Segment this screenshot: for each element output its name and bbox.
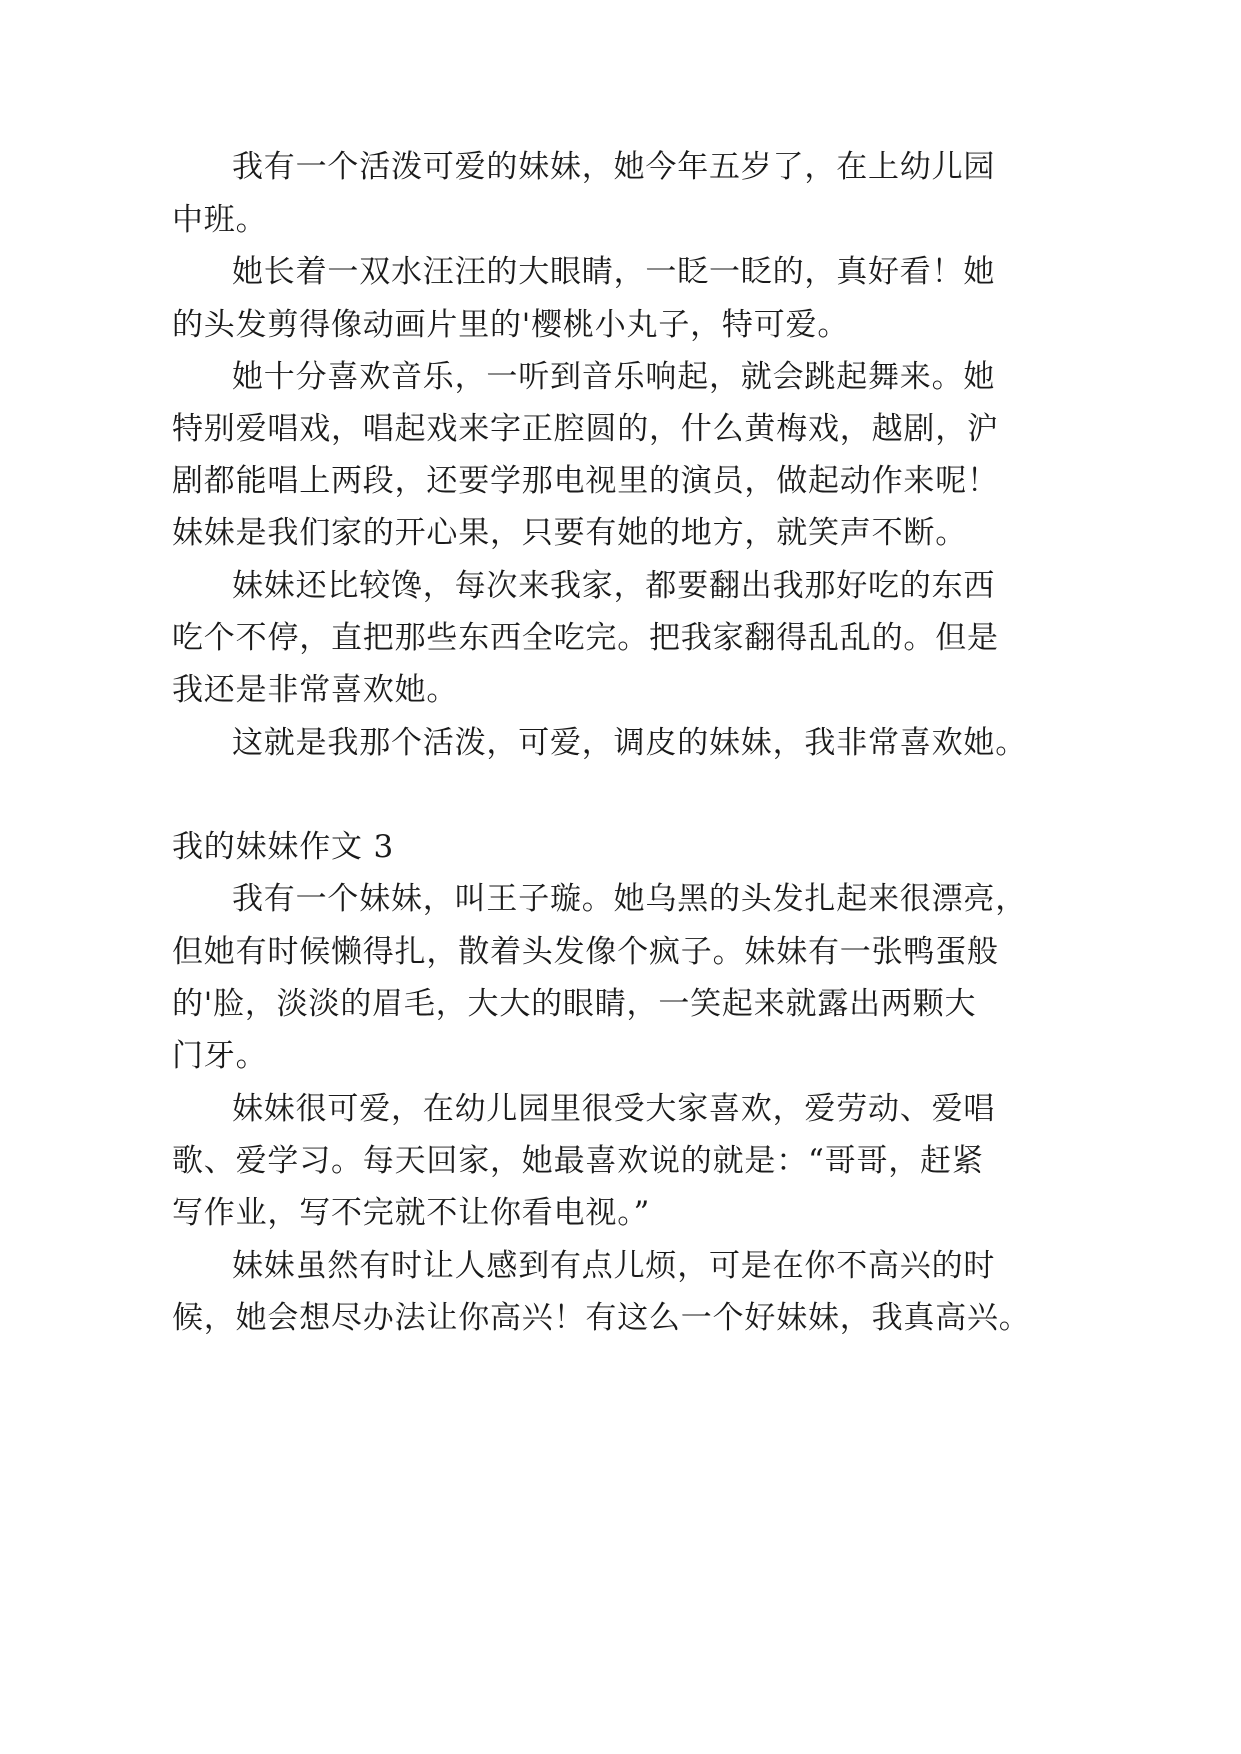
text-line: 妹妹是我们家的开心果，只要有她的地方，就笑声不断。 [172, 515, 967, 551]
text-line: 这就是我那个活泼，可爱，调皮的妹妹，我非常喜欢她。 [232, 725, 1027, 761]
text-line: 我有一个妹妹，叫王子璇。她乌黑的头发扎起来很漂亮， [232, 881, 1027, 917]
text-line: 中班。 [172, 202, 268, 238]
text-line: 特别爱唱戏，唱起戏来字正腔圆的，什么黄梅戏，越剧，沪 [172, 411, 999, 447]
text-line: 她长着一双水汪汪的大眼睛，一眨一眨的，真好看！她 [232, 254, 996, 290]
text-line: 的头发剪得像动画片里的'樱桃小丸子，特可爱。 [172, 307, 850, 343]
text-line: 我还是非常喜欢她。 [172, 672, 459, 708]
text-line: 妹妹还比较馋，每次来我家，都要翻出我那好吃的东西 [232, 568, 996, 604]
text-line: 妹妹很可爱，在幼儿园里很受大家喜欢，爱劳动、爱唱 [232, 1091, 996, 1127]
text-line: 她十分喜欢音乐，一听到音乐响起，就会跳起舞来。她 [232, 359, 996, 395]
text-line: 我有一个活泼可爱的妹妹，她今年五岁了，在上幼儿园 [232, 149, 996, 185]
text-line: 门牙。 [172, 1038, 268, 1074]
text-line: 写作业，写不完就不让你看电视。” [172, 1195, 651, 1231]
text-line: 但她有时候懒得扎，散着头发像个疯子。妹妹有一张鸭蛋般 [172, 934, 999, 970]
text-line: 的'脸，淡淡的眉毛，大大的眼睛，一笑起来就露出两颗大 [172, 986, 977, 1022]
text-line: 妹妹虽然有时让人感到有点儿烦，可是在你不高兴的时 [232, 1248, 996, 1284]
text-line: 吃个不停，直把那些东西全吃完。把我家翻得乱乱的。但是 [172, 620, 999, 656]
section-heading: 我的妹妹作文 3 [172, 829, 394, 865]
text-line: 歌、爱学习。每天回家，她最喜欢说的就是：“哥哥，赶紧 [172, 1143, 984, 1179]
text-line: 剧都能唱上两段，还要学那电视里的演员，做起动作来呢！ [172, 463, 999, 499]
text-line: 候，她会想尽办法让你高兴！有这么一个好妹妹，我真高兴。 [172, 1300, 1031, 1336]
